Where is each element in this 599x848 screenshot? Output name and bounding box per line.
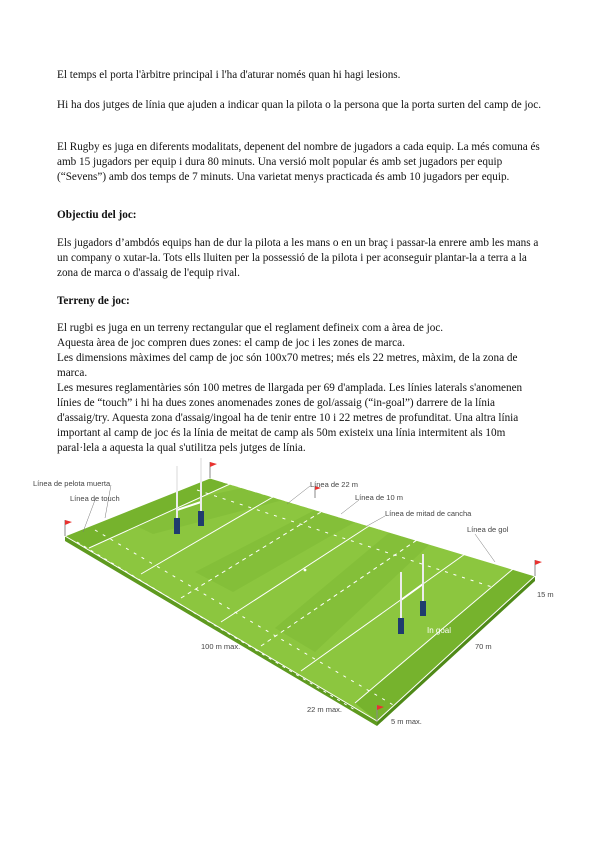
heading-objective: Objectiu del joc:: [57, 209, 137, 221]
rugby-field-diagram: [33, 456, 560, 736]
label-halfway-line: Línea de mitad de cancha: [385, 509, 472, 518]
label-in-goal: In goal: [427, 626, 452, 635]
paragraph-field-description: [57, 321, 545, 456]
label-22m-max: 22 m max.: [307, 705, 343, 714]
center-mark: [304, 569, 307, 572]
paragraph-objective: Els jugadors d’ambdós equips han de dur la pilota a les mans o en un braç i passar-la enrere amb les mans a un company o xutar-la. Tots ells lluiten per la possessió de la pilota i per aconseguir plantar-la a terra a la zona de marca o d'assaig de l'equip rival.: [57, 237, 539, 279]
label-70m: 70 m: [475, 642, 492, 651]
field-line-4: Les mesures reglamentàries són 100 metres de llargada per 69 d'amplada. Les línies laterals s'anomenen línies de “touch” i hi ha dues zones anomenades zones de gol/assaig (“in-goal”) darrere de la línia d'assaig/try. Aquesta zona d'assaig/ingoal ha de tenir entre 10 i 22 metres de profunditat. Una altra línia important al camp de joc és la línia de meitat de camp als 50m existeix una línia intermitent als 10m paral·lela a aquesta la qual s'utilitza pels jutges de línia.: [57, 382, 523, 454]
label-dead-ball-line: Línea de pelota muerta: [33, 479, 111, 488]
field-line-3: Les dimensions màximes del camp de joc són 100x70 metres; més els 22 metres, màxim, de la zona de marca.: [57, 352, 518, 379]
heading-field: Terreny de joc:: [57, 295, 130, 307]
corner-flag-icon: [210, 462, 217, 478]
label-touch-line: Línea de touch: [70, 494, 120, 503]
label-22m-line: Línea de 22 m: [310, 480, 358, 489]
corner-flag-icon: [535, 560, 542, 576]
label-15m: 15 m: [537, 590, 554, 599]
paragraph-line-judges: Hi ha dos jutges de línia que ajuden a indicar quan la pilota o la persona que la porta surten del camp de joc.: [57, 99, 542, 111]
paragraph-modalities: El Rugby es juga en diferents modalitats, depenent del nombre de jugadors a cada equip. La més comuna és amb 15 jugadors per equip i dura 80 minuts. Una versió molt popular és amb set jugadors per equip (“Sevens”) amb dos temps de 7 minuts. Una varietat menys practicada és amb 10 jugadors per equip.: [57, 141, 540, 183]
label-goal-line: Línea de gol: [467, 525, 509, 534]
field-line-2: Aquesta àrea de joc compren dues zones: el camp de joc i les zones de marca.: [57, 337, 405, 349]
label-100m-max: 100 m max.: [201, 642, 241, 651]
paragraph-referee-time: El temps el porta l'àrbitre principal i l'ha d'aturar només quan hi hagi lesions.: [57, 69, 401, 81]
label-10m-line: Línea de 10 m: [355, 493, 403, 502]
label-5m-max: 5 m max.: [391, 717, 422, 726]
field-line-1: El rugbi es juga en un terreny rectangular que el reglament defineix com a àrea de joc.: [57, 322, 444, 334]
